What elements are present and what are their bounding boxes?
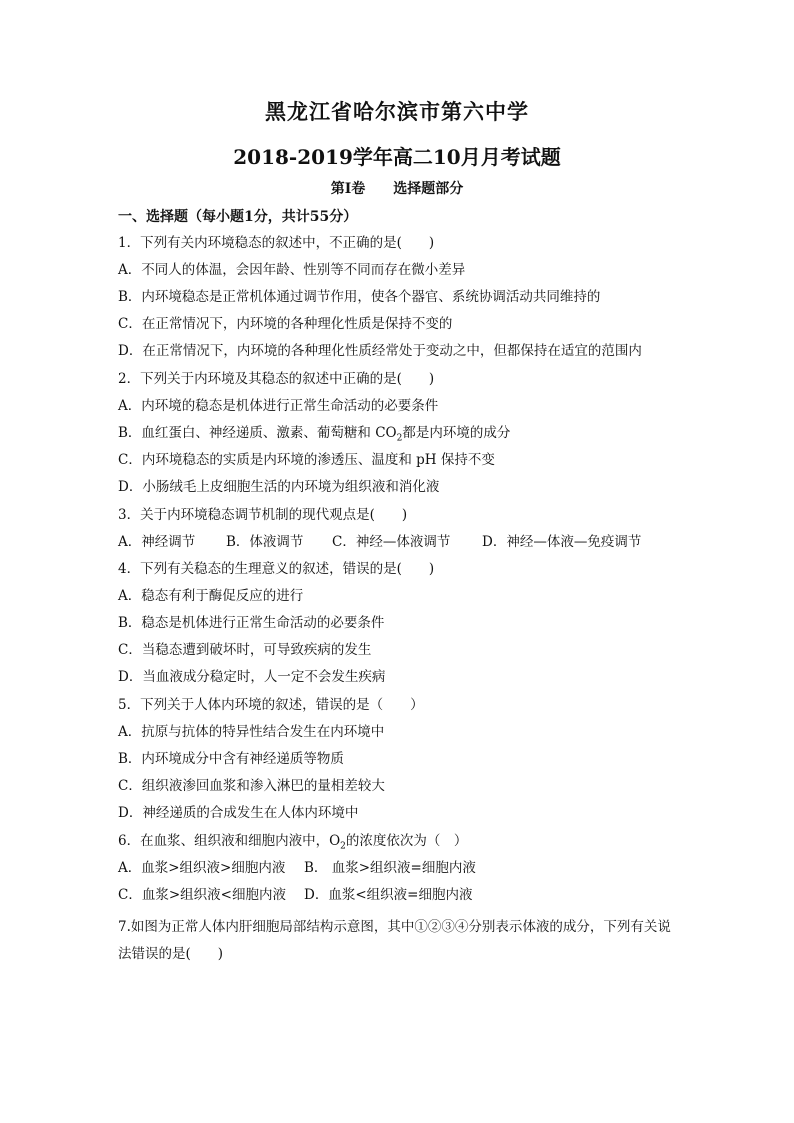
q4-option-c: C．当稳态遭到破坏时，可导致疾病的发生 — [118, 642, 372, 658]
q2-option-b-rest: 都是内环境的成分 — [402, 425, 511, 441]
q6-options-row1 — [118, 859, 476, 877]
q5-option-c: C．组织液渗回血浆和渗入淋巴的量相差较大 — [118, 778, 385, 794]
exam-title: 2018-2019学年高二10月月考试题 — [233, 145, 561, 169]
q6-option-d: D．血浆<组织液=细胞内液 — [304, 887, 473, 903]
q1-option-b: B．内环境稳态是正常机体通过调节作用，使各个器官、系统协调活动共同维持的 — [118, 289, 601, 305]
q5-option-a: A．抗原与抗体的特异性结合发生在内环境中 — [118, 724, 385, 740]
q1-stem: 1．下列有关内环境稳态的叙述中，不正确的是( ) — [118, 235, 435, 251]
q6-option-a: A．血浆>组织液>细胞内液 — [118, 860, 286, 876]
q3-options — [118, 533, 641, 551]
q2-option-b-text: B．血红蛋白、神经递质、激素、葡萄糖和 CO — [118, 425, 397, 441]
q3-option-b: B．体液调节 — [226, 534, 304, 550]
q1-option-c: C．在正常情况下，内环境的各种理化性质是保持不变的 — [118, 316, 453, 332]
q5-option-b: B．内环境成分中含有神经递质等物质 — [118, 751, 344, 767]
q6-stem — [118, 832, 467, 856]
q1-option-a: A．不同人的体温，会因年龄、性别等不同而存在微小差异 — [118, 262, 466, 278]
volume-label: 第Ⅰ卷 — [330, 181, 366, 197]
q3-option-d: D．神经—体液—免疫调节 — [482, 534, 642, 550]
q2-stem: 2．下列关于内环境及其稳态的叙述中正确的是( ) — [118, 371, 435, 387]
q2-option-b — [118, 424, 510, 448]
q2-option-c: C．内环境稳态的实质是内环境的渗透压、温度和 pH 保持不变 — [118, 452, 495, 468]
q6-stem-text: 6．在血浆、组织液和细胞内液中，O — [118, 833, 341, 849]
q4-option-a: A．稳态有利于酶促反应的进行 — [118, 588, 304, 604]
q5-stem: 5．下列关于人体内环境的叙述，错误的是（ ） — [118, 697, 424, 713]
q2-option-b-subscript: 2 — [396, 433, 403, 444]
school-title: 黑龙江省哈尔滨市第六中学 — [265, 99, 529, 124]
q1-option-d: D．在正常情况下，内环境的各种理化性质经常处于变动之中，但都保持在适宜的范围内 — [118, 343, 642, 359]
q4-option-d: D．当血液成分稳定时，人一定不会发生疾病 — [118, 669, 386, 685]
q2-option-d: D．小肠绒毛上皮细胞生活的内环境为组织液和消化液 — [118, 479, 440, 495]
q6-stem-rest: 的浓度依次为（ ） — [345, 833, 468, 849]
q5-option-d: D．神经递质的合成发生在人体内环境中 — [118, 805, 359, 821]
volume-heading — [0, 178, 794, 198]
q6-option-c: C．血浆>组织液<细胞内液 — [118, 887, 286, 903]
q6-stem-subscript: 2 — [340, 841, 346, 852]
volume-name: 选择题部分 — [393, 181, 464, 197]
q6-option-b: B． 血浆>组织液=细胞内液 — [304, 860, 476, 876]
q4-stem: 4．下列有关稳态的生理意义的叙述，错误的是( ) — [118, 561, 435, 577]
q4-option-b: B．稳态是机体进行正常生命活动的必要条件 — [118, 615, 385, 631]
part-one-heading: 一、选择题（每小题1分，共计55分） — [118, 209, 358, 225]
q3-option-a: A．神经调节 — [118, 534, 196, 550]
q7-stem: 7.如图为正常人体内肝细胞局部结构示意图，其中①②③④分别表示体液的成分，下列有关说法错误的是( ) — [118, 919, 671, 962]
q2-option-a: A．内环境的稳态是机体进行正常生命活动的必要条件 — [118, 398, 439, 414]
q3-option-c: C．神经—体液调节 — [332, 534, 451, 550]
q6-options-row2 — [118, 886, 472, 904]
q3-stem: 3．关于内环境稳态调节机制的现代观点是( ) — [118, 507, 408, 523]
